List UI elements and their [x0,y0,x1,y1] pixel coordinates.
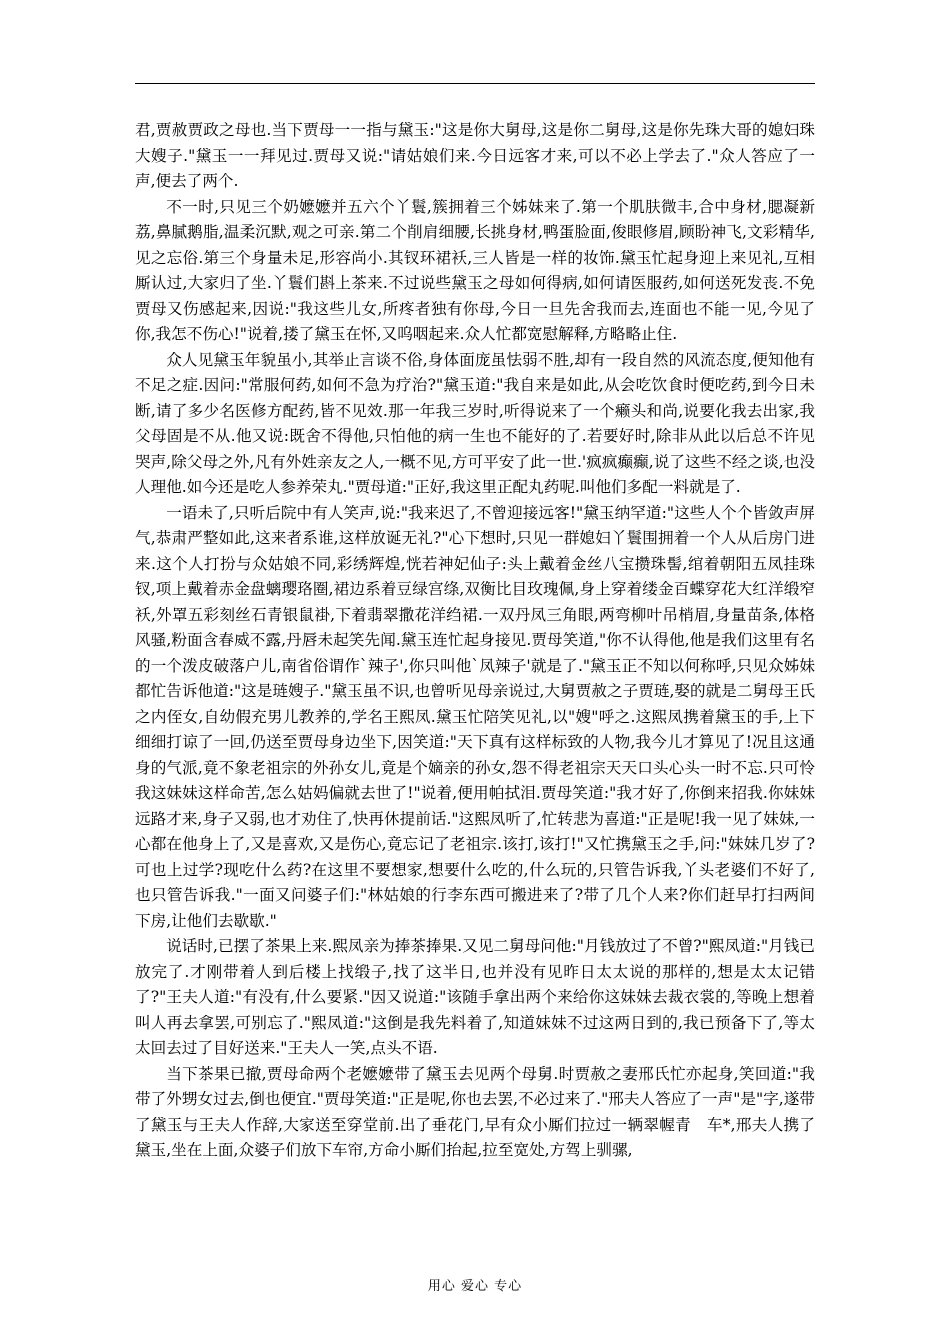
paragraph: 不一时,只见三个奶嬷嬷并五六个丫鬟,簇拥着三个姊妹来了.第一个肌肤微丰,合中身材,腮凝新荔,鼻腻鹅脂,温柔沉默,观之可亲.第二个削肩细腰,长挑身材,鸭蛋脸面,俊眼修眉,顾盼神飞,文彩精华,见之忘俗.第三个身量未足,形容尚小.其钗环裙袄,三人皆是一样的妆饰.黛玉忙起身迎上来见礼,互相厮认过,大家归了坐.丫鬟们斟上茶来.不过说些黛玉之母如何得病,如何请医服药,如何送死发丧.不免贾母又伤感起来,因说:"我这些儿女,所疼者独有你母,今日一旦先舍我而去,连面也不能一见,今见了你,我怎不伤心!"说着,搂了黛玉在怀,又呜咽起来.众人忙都宽慰解释,方略略止住. [135,197,815,343]
paragraph: 众人见黛玉年貌虽小,其举止言谈不俗,身体面庞虽怯弱不胜,却有一段自然的风流态度,便知他有不足之症.因问:"常服何药,如何不急为疗治?"黛玉道:"我自来是如此,从会吃饮食时便吃药,到今日未断,请了多少名医修方配药,皆不见效.那一年我三岁时,听得说来了一个癞头和尚,说要化我去出家,我父母固是不从.他又说:既舍不得他,只怕他的病一生也不能好的了.若要好时,除非从此以后总不许见哭声,除父母之外,凡有外姓亲友之人,一概不见,方可平安了此一世.'疯疯癫癫,说了这些不经之谈,也没人理他.如今还是吃人参养荣丸."贾母道:"正好,我这里正配丸药呢.叫他们多配一料就是了. [135,350,815,496]
paragraph: 君,贾赦贾政之母也.当下贾母一一指与黛玉:"这是你大舅母,这是你二舅母,这是你先珠大哥的媳妇珠大嫂子."黛玉一一拜见过.贾母又说:"请姑娘们来.今日远客才来,可以不必上学去了."众人答应了一声,便去了两个. [135,121,815,190]
paragraph: 一语未了,只听后院中有人笑声,说:"我来迟了,不曾迎接远客!"黛玉纳罕道:"这些人个个皆敛声屏气,恭肃严整如此,这来者系谁,这样放诞无礼?"心下想时,只见一群媳妇丫鬟围拥着一个人从后房门进来.这个人打扮与众姑娘不同,彩绣辉煌,恍若神妃仙子:头上戴着金丝八宝攒珠髻,绾着朝阳五凤挂珠钗,项上戴着赤金盘螭璎珞圈,裙边系着豆绿宫绦,双衡比目玫瑰佩,身上穿着缕金百蝶穿花大红洋缎窄 袄,外罩五彩刻丝石青银鼠褂,下着翡翠撒花洋绉裙.一双丹凤三角眼,两弯柳叶吊梢眉,身量苗条,体格风骚,粉面含春威不露,丹唇未起笑先闻.黛玉连忙起身接见.贾母笑道,"你不认得他,他是我们这里有名的一个泼皮破落户儿,南省俗谓作`辣子',你只叫他`凤辣子'就是了."黛玉正不知以何称呼,只见众姊妹都忙告诉他道:"这是琏嫂子."黛玉虽不识,也曾听见母亲说过,大舅贾赦之子贾琏,娶的就是二舅母王氏之内侄女,自幼假充男儿教养的,学名王熙凤.黛玉忙陪笑见礼,以"嫂"呼之.这熙凤携着黛玉的手,上下细细打谅了一回,仍送至贾母身边坐下,因笑道:"天下真有这样标致的人物,我今儿才算见了!况且这通身的气派,竟不象老祖宗的外孙女儿,竟是个嫡亲的孙女,怨不得老祖宗天天口头心头一时不忘.只可怜我这妹妹这样命苦,怎么姑妈偏就去世了!"说着,便用帕拭泪.贾母笑道:"我才好了,你倒来招我.你妹妹远路才来,身子又弱,也才劝住了,快再休提前话."这熙凤听了,忙转悲为喜道:"正是呢!我一见了妹妹,一心都在他身上了,又是喜欢,又是伤心,竟忘记了老祖宗.该打,该打!"又忙携黛玉之手,问:"妹妹几岁了?可也上过学?现吃什么药?在这里不要想家,想要什么吃的,什么玩的,只管告诉我,丫头老婆们不好了,也只管告诉我."一面又问婆子们:"林姑娘的行李东西可搬进来了?带了几个人来?你们赶早打扫两间下房,让他们去歇歇." [135,503,831,930]
page-body [135,118,831,1164]
header-rule [135,83,815,84]
paragraph: 当下茶果已撤,贾母命两个老嬷嬷带了黛玉去见两个母舅.时贾赦之妻邢氏忙亦起身,笑回道:"我带了外甥女过去,倒也便宜."贾母笑道:"正是呢,你也去罢,不必过来了."邢夫人答应了一声"是"字,遂带了黛玉与王夫人作辞,大家送至穿堂前.出了垂花门,早有众小厮们拉过一辆翠幄青 车*,邢夫人携了黛玉,坐在上面,众婆子们放下车帘,方命小厮们抬起,拉至宽处,方驾上驯骡, [135,1064,815,1159]
paragraph: 说话时,已摆了茶果上来.熙凤亲为捧茶捧果.又见二舅母问他:"月钱放过了不曾?"熙凤道:"月钱已放完了.才刚带着人到后楼上找缎子,找了这半日,也并没有见昨日太太说的那样的,想是太太记错了?"王夫人道:"有没有,什么要紧."因又说道:"该随手拿出两个来给你这妹妹去裁衣裳的,等晚上想着叫人再去拿罢,可别忘了."熙凤道:"这倒是我先料着了,知道妹妹不过这两日到的,我已预备下了,等太太回去过了目好送来."王夫人一笑,点头不语. [135,937,815,1057]
page-footer: 用心 爱心 专心 [427,1279,523,1294]
